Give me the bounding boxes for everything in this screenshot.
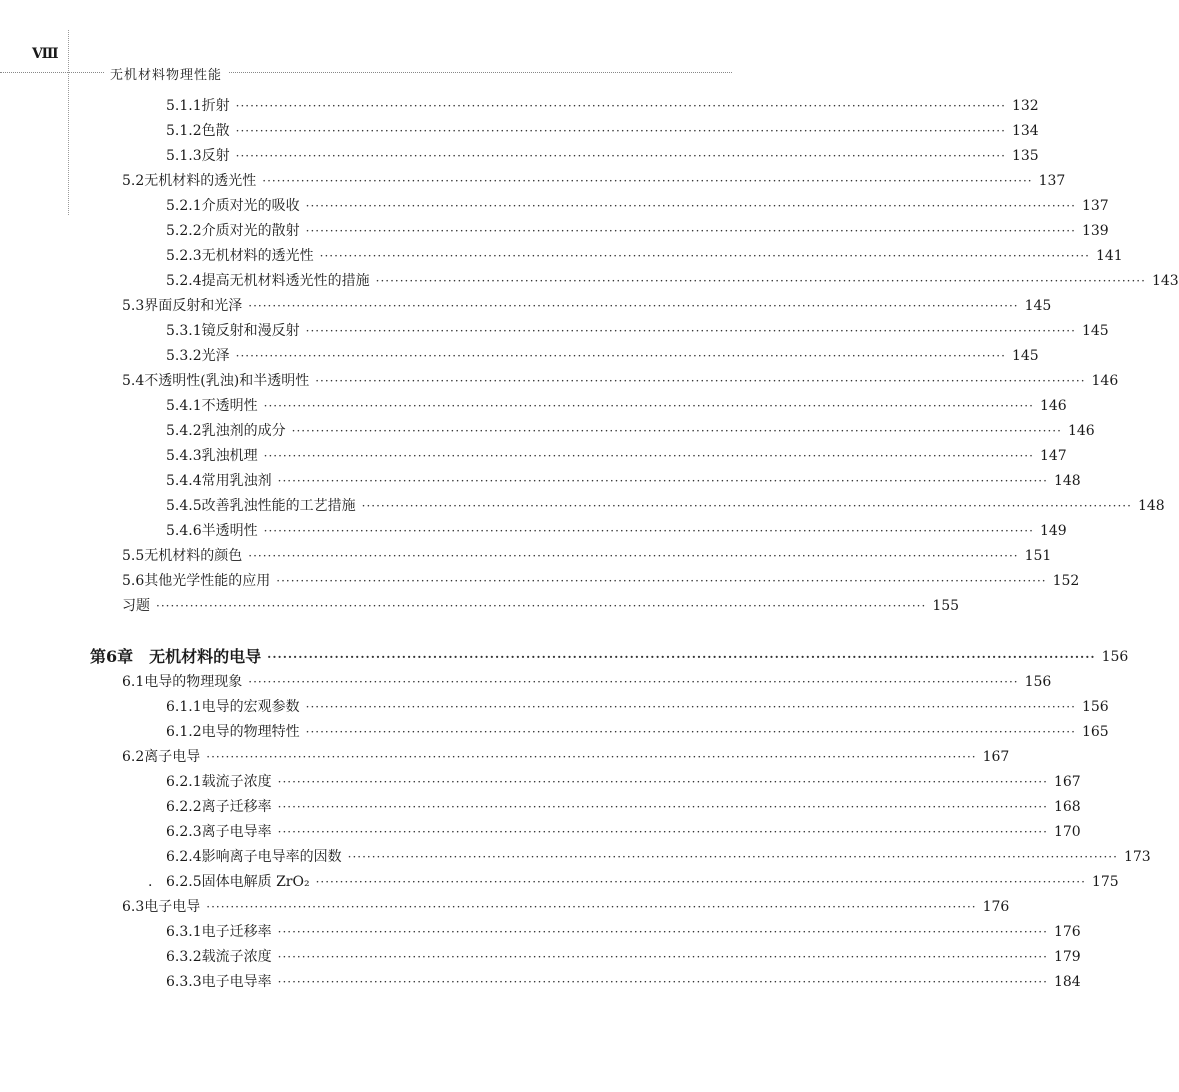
toc-entry-title: 无机材料的透光性	[144, 173, 257, 189]
toc-entry[interactable]	[122, 745, 1010, 767]
toc-entry-page: 141	[1095, 248, 1123, 264]
dot-leader: ································································································································································	[263, 449, 1034, 463]
toc-entry-page: 139	[1081, 223, 1109, 239]
toc-entry-page: 179	[1053, 949, 1081, 965]
toc-entry-number: 5.2.2	[166, 223, 202, 239]
toc-entry-page: 145	[1081, 323, 1109, 339]
toc-entry-number: 6.1	[122, 674, 145, 690]
toc-entry-number: 第6章	[90, 647, 134, 666]
toc-entry[interactable]	[122, 169, 1066, 191]
dot-leader: ································································································································································	[315, 374, 1086, 388]
toc-entry-title: 离子电导率	[201, 824, 272, 840]
toc-entry-number: 5.4	[122, 373, 145, 389]
toc-entry-page: 132	[1011, 98, 1039, 114]
toc-entry-number: 6.2.4	[166, 849, 202, 865]
toc-entry-number: 5.3.2	[166, 348, 202, 364]
toc-entry-page: 134	[1011, 123, 1039, 139]
toc-entry-title: 电子迁移率	[201, 924, 272, 940]
toc-entry-title: 习题	[122, 598, 150, 614]
toc-entry-page: 149	[1039, 523, 1067, 539]
toc-entry-title: 离子迁移率	[201, 799, 272, 815]
dot-leader: ································································································································································	[305, 324, 1076, 338]
toc-entry-number: 6.2.3	[166, 824, 202, 840]
toc-entry-page: 146	[1067, 423, 1095, 439]
dot-leader: ································································································································································	[262, 174, 1033, 188]
toc-entry-number: 6.2.1	[166, 774, 202, 790]
toc-entry-page: 137	[1038, 173, 1066, 189]
toc-entry[interactable]	[166, 144, 1039, 166]
toc-entry[interactable]	[166, 945, 1081, 967]
toc-entry[interactable]	[122, 594, 960, 616]
toc-entry-title: 镜反射和漫反射	[201, 323, 300, 339]
toc-entry-title: 固体电解质 ZrO₂	[201, 874, 310, 890]
toc-entry-title: 电导的物理特性	[201, 724, 300, 740]
toc-entry-number: 6.2	[122, 749, 145, 765]
toc-entry[interactable]	[166, 194, 1109, 216]
toc-entry-title: 折射	[201, 98, 230, 114]
toc-entry-title: 电子电导率	[201, 974, 272, 990]
toc-entry-page: 143	[1151, 273, 1179, 289]
toc-entry-page: 176	[1053, 924, 1081, 940]
toc-entry-number: 5.2	[122, 173, 145, 189]
toc-entry-title: 影响离子电导率的因数	[201, 849, 342, 865]
toc-entry-number: 5.6	[122, 573, 145, 589]
toc-entry-number: 5.3	[122, 298, 145, 314]
dot-leader: ································································································································································	[235, 124, 1006, 138]
dot-leader: ································································································································································	[267, 650, 1096, 664]
toc-entry-title: 载流子浓度	[201, 774, 272, 790]
toc-entry[interactable]	[166, 519, 1067, 541]
toc-entry-number: 5.5	[122, 548, 145, 564]
toc-entry-title: 离子电导	[144, 749, 201, 765]
toc-entry-page: 146	[1091, 373, 1119, 389]
toc-entry-page: 156	[1024, 674, 1052, 690]
toc-entry-number: 6.2.5	[166, 874, 202, 890]
toc-entry[interactable]	[166, 94, 1039, 116]
toc-entry-number: 5.2.1	[166, 198, 202, 214]
toc-entry-number: 5.2.4	[166, 273, 202, 289]
toc-entry-number: 5.2.3	[166, 248, 202, 264]
toc-entry[interactable]	[166, 970, 1081, 992]
toc-entry-number: 6.3.2	[166, 949, 202, 965]
toc-entry[interactable]	[166, 845, 1151, 867]
toc-entry-title: 色散	[201, 123, 230, 139]
toc-entry-number: 5.1.2	[166, 123, 202, 139]
dot-leader: ································································································································································	[277, 925, 1048, 939]
toc-entry-title: 载流子浓度	[201, 949, 272, 965]
toc-entry[interactable]	[122, 895, 1010, 917]
toc-entry-number: 5.4.3	[166, 448, 202, 464]
toc-entry[interactable]	[166, 269, 1179, 291]
toc-entry-page: 155	[932, 598, 960, 614]
toc-entry-page: 148	[1137, 498, 1165, 514]
toc-entry[interactable]	[122, 294, 1052, 316]
dot-leader: ································································································································································	[277, 775, 1048, 789]
toc-entry-title: 无机材料的颜色	[144, 548, 243, 564]
toc-entry-title: 常用乳浊剂	[201, 473, 272, 489]
toc-entry-page: 156	[1081, 699, 1109, 715]
toc-entry-number: 5.1.3	[166, 148, 202, 164]
dot-leader: ································································································································································	[291, 424, 1062, 438]
toc-entry[interactable]	[166, 319, 1109, 341]
toc-entry[interactable]	[166, 344, 1039, 366]
toc-entry-page: 173	[1123, 849, 1151, 865]
running-header-title: 无机材料物理性能	[104, 64, 228, 83]
toc-entry-page: 170	[1053, 824, 1081, 840]
dot-leader: ································································································································································	[206, 900, 977, 914]
toc-chapter-entry[interactable]	[90, 645, 1129, 667]
dot-leader: ································································································································································	[375, 274, 1146, 288]
toc-entry-title: 半透明性	[201, 523, 258, 539]
toc-entry[interactable]	[166, 494, 1165, 516]
toc-entry[interactable]	[166, 244, 1123, 266]
dot-leader: ································································································································································	[277, 975, 1048, 989]
toc-entry-number: 5.4.2	[166, 423, 202, 439]
toc-entry[interactable]	[166, 119, 1039, 141]
dot-leader: ································································································································································	[206, 750, 977, 764]
toc-entry-title: 无机材料的电导	[149, 647, 262, 666]
toc-entry-number: 5.4.1	[166, 398, 202, 414]
dot-leader: ································································································································································	[347, 850, 1118, 864]
dot-leader: ································································································································································	[235, 349, 1006, 363]
toc-entry[interactable]	[166, 770, 1081, 792]
toc-entry-page: 145	[1024, 298, 1052, 314]
toc-entry-page: 137	[1081, 198, 1109, 214]
toc-entry-title: 光泽	[201, 348, 230, 364]
toc-entry[interactable]	[122, 670, 1052, 692]
dot-leader: ································································································································································	[305, 224, 1076, 238]
toc-entry-number: 5.4.4	[166, 473, 202, 489]
toc-entry-number: 5.3.1	[166, 323, 202, 339]
dot-leader: ································································································································································	[263, 524, 1034, 538]
dot-leader: ································································································································································	[315, 875, 1086, 889]
toc-entry[interactable]	[166, 920, 1081, 942]
toc-entry-page: 176	[982, 899, 1010, 915]
toc-entry-title: 电子电导	[144, 899, 201, 915]
toc-entry-title: 不透明性	[201, 398, 258, 414]
dot-leader: ································································································································································	[263, 399, 1034, 413]
stray-mark: ·	[148, 878, 153, 894]
dot-leader: ································································································································································	[305, 725, 1076, 739]
toc-entry-page: 147	[1039, 448, 1067, 464]
toc-entry-title: 其他光学性能的应用	[144, 573, 271, 589]
toc-entry-number: 6.3.3	[166, 974, 202, 990]
toc-entry[interactable]	[166, 695, 1109, 717]
toc-entry[interactable]	[166, 870, 1119, 892]
toc-entry[interactable]	[122, 369, 1119, 391]
dot-leader: ································································································································································	[319, 249, 1090, 263]
toc-entry-title: 界面反射和光泽	[144, 298, 243, 314]
toc-entry[interactable]	[166, 720, 1109, 742]
toc-entry[interactable]	[166, 444, 1067, 466]
dot-leader: ································································································································································	[305, 199, 1076, 213]
toc-entry-number: 6.3	[122, 899, 145, 915]
toc-entry-page: 167	[1053, 774, 1081, 790]
dot-leader: ································································································································································	[276, 574, 1047, 588]
toc-entry-number: 6.3.1	[166, 924, 202, 940]
dot-leader: ································································································································································	[277, 474, 1048, 488]
toc-entry[interactable]	[122, 569, 1080, 591]
toc-entry[interactable]	[166, 795, 1081, 817]
toc-entry-number: 6.1.2	[166, 724, 202, 740]
toc-entry-number: 5.4.5	[166, 498, 202, 514]
toc-entry-page: 135	[1011, 148, 1039, 164]
toc-entry-title: 介质对光的散射	[201, 223, 300, 239]
toc-entry-number: 6.1.1	[166, 699, 202, 715]
toc-entry-page: 151	[1024, 548, 1052, 564]
dot-leader: ································································································································································	[305, 700, 1076, 714]
dot-leader: ································································································································································	[277, 800, 1048, 814]
toc-entry-page: 156	[1101, 649, 1129, 665]
toc-entry[interactable]	[166, 820, 1081, 842]
toc-entry-title: 提高无机材料透光性的措施	[201, 273, 370, 289]
toc-entry-number: 5.4.6	[166, 523, 202, 539]
toc-entry-title: 无机材料的透光性	[201, 248, 314, 264]
toc-entry-title: 乳浊机理	[201, 448, 258, 464]
toc-entry-page: 168	[1053, 799, 1081, 815]
toc-entry[interactable]	[166, 469, 1081, 491]
dot-leader: ································································································································································	[248, 675, 1019, 689]
toc-entry-page: 175	[1091, 874, 1119, 890]
dot-leader: ································································································································································	[235, 99, 1006, 113]
toc-entry-page: 167	[982, 749, 1010, 765]
dot-leader: ································································································································································	[248, 549, 1019, 563]
toc-entry[interactable]	[166, 219, 1109, 241]
toc-entry-title: 介质对光的吸收	[201, 198, 300, 214]
toc-entry-number: 5.1.1	[166, 98, 202, 114]
toc-entry-title: 改善乳浊性能的工艺措施	[201, 498, 356, 514]
toc-entry-page: 146	[1039, 398, 1067, 414]
toc-entry-page: 165	[1081, 724, 1109, 740]
toc-entry-page: 148	[1053, 473, 1081, 489]
page-number: Ⅷ	[32, 46, 58, 62]
toc-entry-title: 乳浊剂的成分	[201, 423, 286, 439]
dot-leader: ································································································································································	[277, 950, 1048, 964]
toc-entry[interactable]	[166, 394, 1067, 416]
toc-entry-page: 184	[1053, 974, 1081, 990]
dot-leader: ································································································································································	[361, 499, 1132, 513]
toc-entry-title: 电导的物理现象	[144, 674, 243, 690]
toc-entry-page: 152	[1052, 573, 1080, 589]
dot-leader: ································································································································································	[277, 825, 1048, 839]
toc-entry[interactable]	[166, 419, 1095, 441]
toc-entry-title: 反射	[201, 148, 230, 164]
dot-leader: ································································································································································	[235, 149, 1006, 163]
dot-leader: ································································································································································	[248, 299, 1019, 313]
toc-entry[interactable]	[122, 544, 1052, 566]
toc-entry-title: 电导的宏观参数	[201, 699, 300, 715]
toc-entry-title: 不透明性(乳浊)和半透明性	[144, 373, 310, 389]
toc-entry-number: 6.2.2	[166, 799, 202, 815]
dot-leader: ································································································································································	[156, 599, 927, 613]
toc-entry-page: 145	[1011, 348, 1039, 364]
